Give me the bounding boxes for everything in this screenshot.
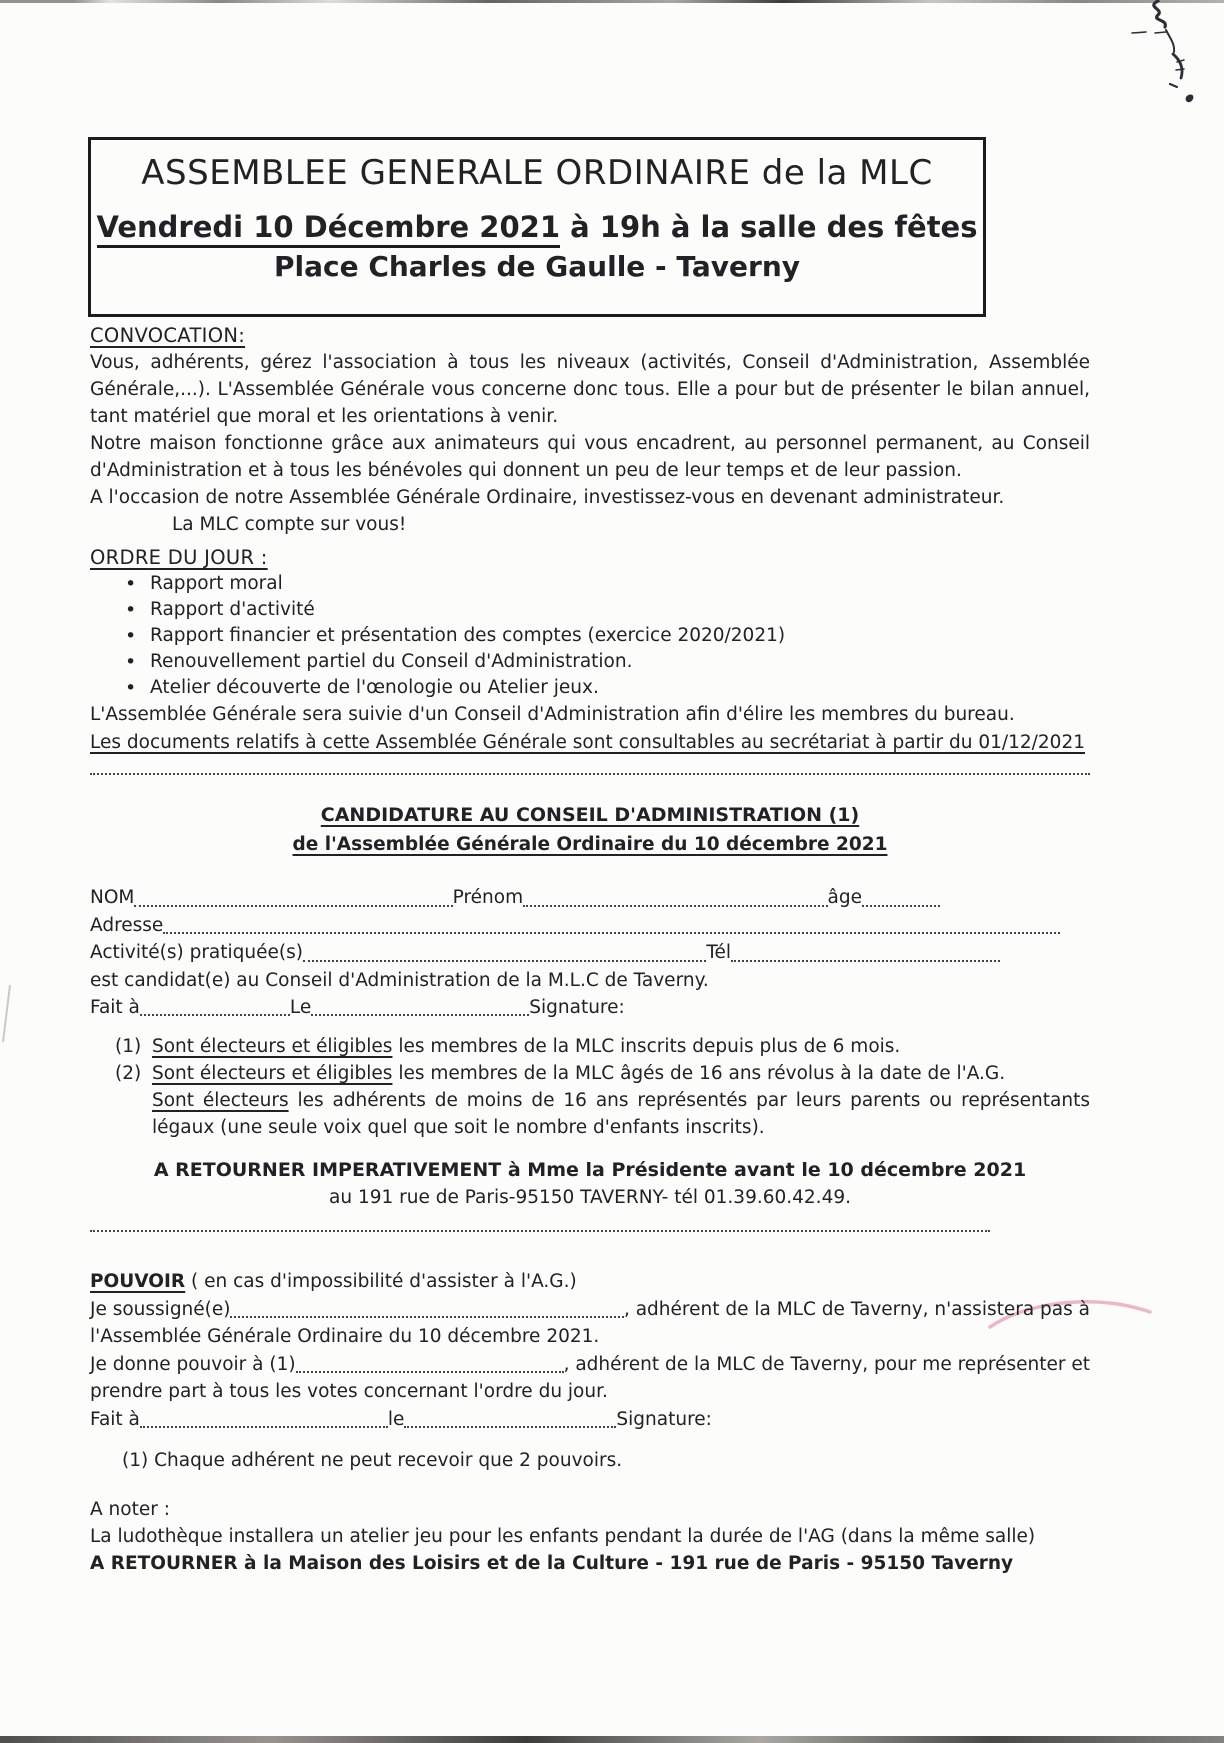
convocation-paragraph-1: Vous, adhérents, gérez l'association à tous les niveaux (activités, Conseil d'Administration, Assemblée Générale,...). L'Assemblée Générale vous concerne donc tous. Elle a pour but de présenter le bilan annuel, tant matériel que moral et les orientations à venir. [90,352,1090,427]
label-activites: Activité(s) pratiquée(s) [90,942,303,963]
fill-line-nom [134,905,452,907]
label-fait-a: Fait à [90,996,140,1018]
soussigne-text: , adhérent de la MLC de Taverny, n'assistera pas à [623,1298,1090,1320]
return-notice-line2: au 191 rue de Paris-95150 TAVERNY- tél 01.39.60.42.49. [329,1187,851,1208]
label-tel: Tél [706,942,732,963]
label-nom: NOM [90,887,135,908]
fill-line-soussigne [230,1316,623,1318]
convocation-heading: CONVOCATION: [90,324,246,347]
final-return-address: A RETOURNER à la Maison des Loisirs et de la Culture - 191 rue de Paris - 95150 Taverny [90,1553,1014,1574]
fill-line-le [311,1014,529,1016]
convocation-paragraph-2: Notre maison fonctionne grâce aux animateurs qui vous encadrent, au personnel permanent, au Conseil d'Administration et à tous les bénévoles qui donnent un peu de leur temps et de leur passion. [90,433,1090,481]
label-fait-a: Fait à [90,1408,140,1430]
scanner-top-edge-artifact [0,0,1224,3]
event-time-place: à 19h à la salle des fêtes [560,210,978,244]
label-prenom: Prénom [452,887,524,908]
eligibility-note-2 [90,1060,1090,1087]
event-location: Place Charles de Gaulle - Taverny [273,250,801,283]
pouvoir-line-soussigne [90,1296,1090,1324]
note-emphasis: Sont électeurs et éligibles [152,1063,393,1084]
pouvoir-limit-note: (1) Chaque adhérent ne peut recevoir que 2 pouvoirs. [122,1450,623,1471]
label-je-soussigne: Je soussigné(e) [90,1298,231,1320]
pen-scribble-artifact [1128,0,1218,115]
pouvoir-line-donne-pouvoir [90,1351,1090,1379]
note-text: les membres de la MLC âgés de 16 ans révolus à la date de l'A.G. [392,1063,1006,1084]
convocation-tagline: La MLC compte sur vous! [172,514,407,535]
fill-line-fait-a [140,1014,290,1016]
event-date-line [91,209,983,245]
document-body [90,322,1090,1577]
documents-availability-note: Les documents relatifs à cette Assemblée Générale sont consultables au secrétariat à partir du 01/12/2021 [90,732,1085,753]
pouvoir-signature-row [90,1406,1090,1434]
form-row-address [90,912,1060,940]
agenda-item: • Rapport d'activité [90,597,1090,623]
convocation-paragraph-3: A l'occasion de notre Assemblée Générale Ordinaire, investissez-vous en devenant administrateur. [90,487,1005,508]
label-signature: Signature: [616,1408,712,1430]
eligibility-note-1 [90,1033,1090,1060]
agenda-item: • Atelier découverte de l'œnologie ou Atelier jeux. [90,675,1090,701]
pouvoir-continuation: prendre part à tous les votes concernant l'ordre du jour. [90,1381,608,1402]
header-box [88,137,986,317]
dotted-separator [90,1229,990,1232]
fill-line-activites [303,960,706,962]
candidature-form [90,884,1090,1021]
agenda-item: • Rapport moral [90,571,1090,597]
scanner-bottom-edge-artifact [0,1736,1224,1743]
fill-line-fait-a [140,1426,388,1428]
footer-notes [90,1496,1090,1577]
fill-line-tel [731,960,1000,962]
ludotheque-note: La ludothèque installera un atelier jeu pour les enfants pendant la durée de l'AG (dans la même salle) [90,1526,1036,1547]
candidate-statement: est candidat(e) au Conseil d'Administration de la M.L.C de Taverny. [90,969,709,991]
label-adresse: Adresse [90,914,164,936]
eligibility-notes [90,1033,1090,1141]
form-row-signature [90,994,1090,1022]
note-emphasis: Sont électeurs et éligibles [152,1036,393,1057]
note-emphasis: Sont électeurs [152,1090,289,1111]
note-text: les adhérents de moins de 16 ans représentés par leurs parents ou représentants légaux (une seule voix quel que soit le nombre d'enfants inscrits). [152,1090,1090,1138]
note-number: (1) [115,1036,142,1057]
label-signature: Signature: [529,996,625,1018]
return-notice [90,1157,1090,1211]
candidature-title: CANDIDATURE AU CONSEIL D'ADMINISTRATION (1) [320,804,860,826]
fill-line-pouvoir [296,1371,564,1373]
agenda-followup: L'Assemblée Générale sera suivie d'un Conseil d'Administration afin d'élire les membres du bureau. [90,704,1015,725]
label-le: le [387,1408,405,1430]
candidature-subtitle: de l'Assemblée Générale Ordinaire du 10 décembre 2021 [292,834,888,855]
label-je-donne-pouvoir: Je donne pouvoir à (1) [90,1353,296,1375]
fill-line-adresse [163,932,1060,934]
a-noter-heading: A noter : [90,1499,170,1520]
agenda-heading: ORDRE DU JOUR : [90,546,268,569]
ink-blob [1186,95,1194,103]
agenda-item: • Rapport financier et présentation des comptes (exercice 2020/2021) [90,623,1090,649]
fill-line-le [404,1426,616,1428]
document-title: ASSEMBLEE GENERALE ORDINAIRE de la MLC [141,153,933,193]
pouvoir-text: , adhérent de la MLC de Taverny, pour me représenter et [563,1353,1090,1375]
form-row-activities [90,939,1000,967]
dotted-separator [90,772,1090,775]
fill-line-prenom [523,905,827,907]
pouvoir-heading: POUVOIR [90,1271,186,1292]
pouvoir-heading-line [90,1268,1090,1296]
form-row-name [90,884,940,912]
label-le: Le [289,996,312,1018]
soussigne-continuation: l'Assemblée Générale Ordinaire du 10 décembre 2021. [90,1326,600,1347]
eligibility-note-3 [90,1087,1090,1141]
label-age: âge [827,887,862,908]
fill-line-age [862,905,940,907]
note-number: (2) [115,1063,142,1084]
event-date: Vendredi 10 Décembre 2021 [97,210,561,248]
return-notice-line1: A RETOURNER IMPERATIVEMENT à Mme la Présidente avant le 10 décembre 2021 [153,1159,1027,1181]
pouvoir-heading-note: ( en cas d'impossibilité d'assister à l'A.G.) [185,1271,577,1292]
agenda-item: • Renouvellement partiel du Conseil d'Administration. [90,649,1090,675]
left-edge-scan-artifact [0,980,14,1050]
note-text: les membres de la MLC inscrits depuis plus de 6 mois. [392,1036,901,1057]
